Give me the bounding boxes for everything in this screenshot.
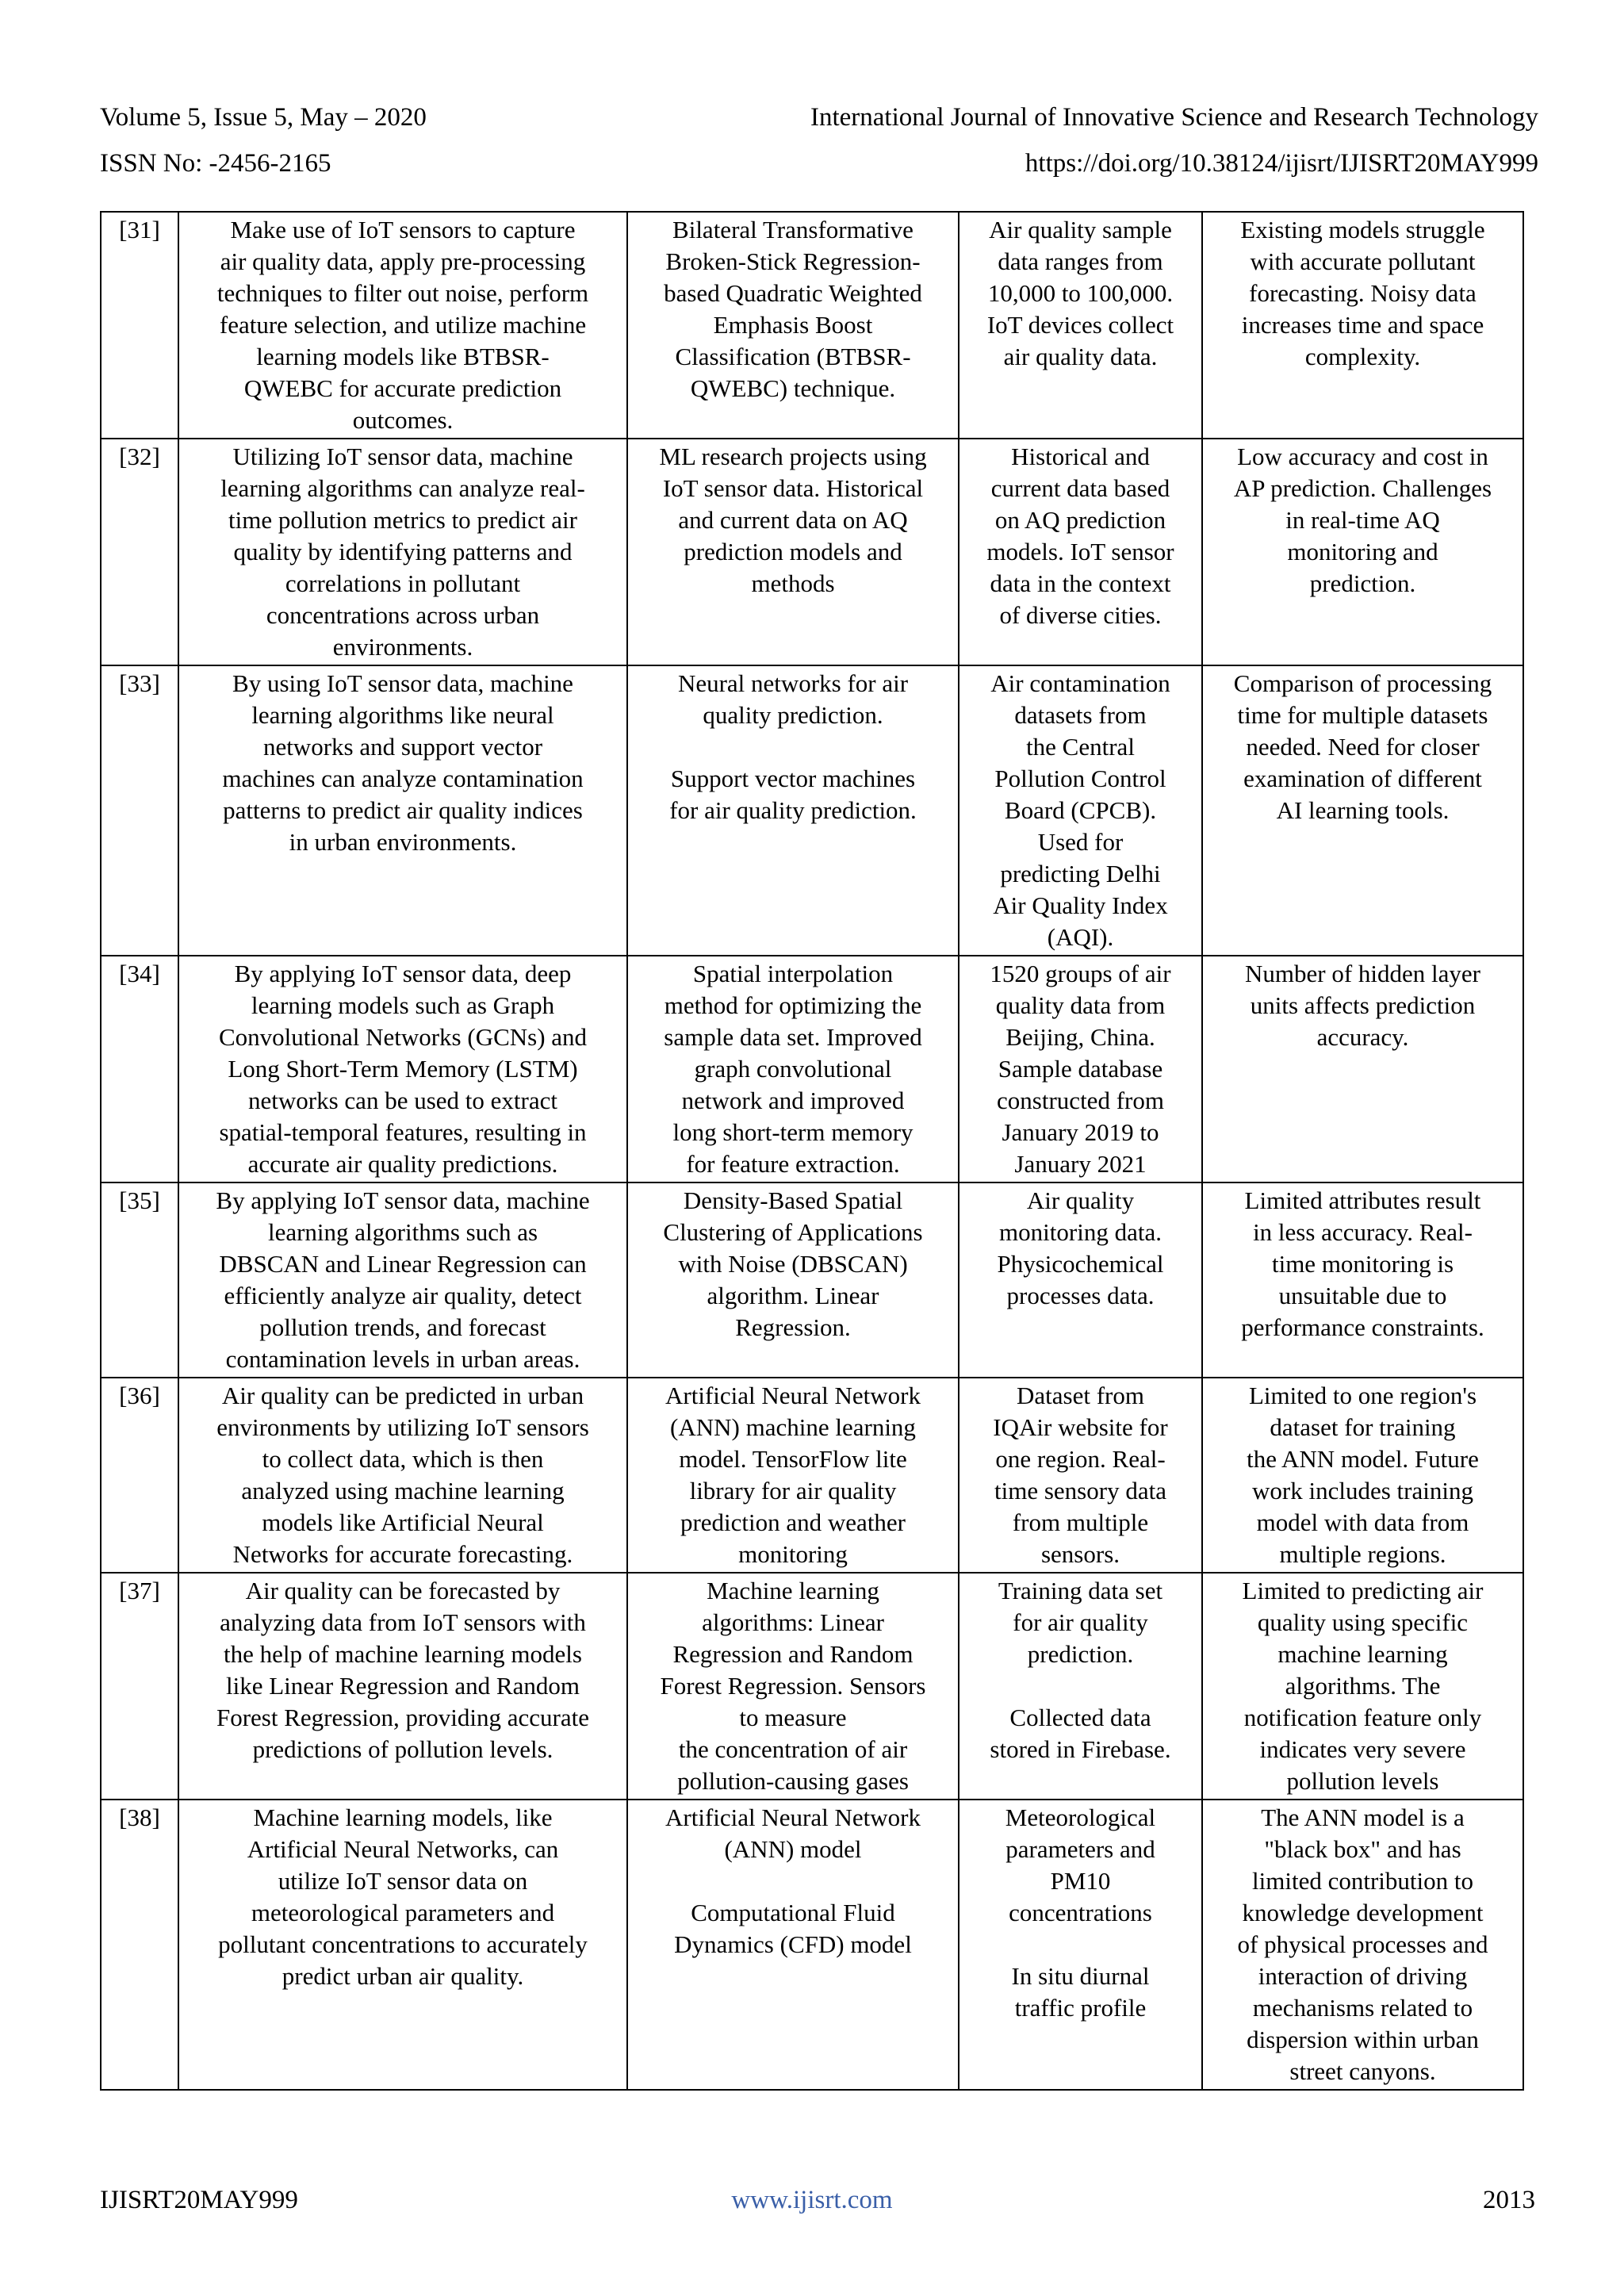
data-text: Training data set for air quality prediction. Collected data stored in Firebase. [990, 1577, 1171, 1763]
limitation-text: Existing models struggle with accurate pollutant forecasting. Noisy data increases time and space complexity. [1240, 216, 1485, 370]
footer-paper-id: IJISRT20MAY999 [100, 2186, 298, 2214]
method-cell [627, 1573, 959, 1800]
data-cell [959, 439, 1202, 665]
method-cell [627, 1378, 959, 1573]
method-cell [627, 439, 959, 665]
summary-cell [178, 1573, 627, 1800]
table-row [101, 665, 1523, 956]
literature-review-table [100, 211, 1524, 2091]
method-cell [627, 1182, 959, 1378]
summary-text: Machine learning models, like Artificial Neural Networks, can utilize IoT sensor data on meteorological parameters and pollutant concentrations to accurately predict urban air quality. [218, 1803, 588, 1990]
data-cell [959, 1378, 1202, 1573]
limitation-cell [1202, 1378, 1523, 1573]
ref-number-cell [101, 1800, 178, 2090]
data-cell [959, 956, 1202, 1182]
table-row [101, 439, 1523, 665]
summary-text: By using IoT sensor data, machine learning algorithms like neural networks and support vector machines can analyze contamination patterns to predict air quality indices in urban environments. [222, 669, 584, 856]
method-text: Artificial Neural Network (ANN) machine learning model. TensorFlow lite library for air quality prediction and weather monitoring [665, 1382, 921, 1568]
data-text: 1520 groups of air quality data from Beijing, China. Sample database constructed from January 2019 to January 2021 [990, 960, 1171, 1178]
ref-number: [38] [119, 1803, 160, 1831]
data-cell [959, 212, 1202, 439]
ref-number-cell [101, 212, 178, 439]
limitation-text: Low accuracy and cost in AP prediction. Challenges in real-time AQ monitoring and prediction. [1233, 443, 1492, 597]
data-text: Historical and current data based on AQ prediction models. IoT sensor data in the context of diverse cities. [986, 443, 1174, 629]
footer-page-number: 2013 [1483, 2186, 1535, 2214]
ref-number-cell [101, 1182, 178, 1378]
limitation-cell [1202, 439, 1523, 665]
limitation-text: Limited attributes result in less accuracy. Real- time monitoring is unsuitable due to performance constraints. [1241, 1186, 1484, 1341]
method-text: Neural networks for air quality prediction. Support vector machines for air quality prediction. [669, 669, 917, 824]
data-text: Meteorological parameters and PM10 concentrations In situ diurnal traffic profile [1005, 1803, 1156, 2022]
ref-number: [35] [119, 1186, 160, 1214]
summary-text: By applying IoT sensor data, deep learning models such as Graph Convolutional Networks (GCNs) and Long Short-Term Memory (LSTM) networks can be used to extract spatial-temporal features, resulting in accurate air quality predictions. [218, 960, 588, 1178]
limitation-text: Limited to predicting air quality using specific machine learning algorithms. The notification feature only indicates very severe pollution levels [1242, 1577, 1484, 1795]
summary-cell [178, 956, 627, 1182]
limitation-text: The ANN model is a "black box" and has limited contribution to knowledge development of physical processes and interaction of driving mechanisms related to dispersion within urban street canyons. [1237, 1803, 1488, 2085]
table-row [101, 212, 1523, 439]
limitation-text: Limited to one region's dataset for training the ANN model. Future work includes training model with data from multiple regions. [1247, 1382, 1479, 1568]
table-row [101, 1573, 1523, 1800]
method-text: Machine learning algorithms: Linear Regression and Random Forest Regression. Sensors to measure the concentration of air pollution-causing gases [660, 1577, 926, 1795]
summary-text: Air quality can be forecasted by analyzing data from IoT sensors with the help of machine learning models like Linear Regression and Random Forest Regression, providing accurate predictions of pollution levels. [216, 1577, 590, 1763]
footer-website-link[interactable]: www.ijisrt.com [731, 2186, 893, 2214]
summary-text: Make use of IoT sensors to capture air quality data, apply pre-processing techniques to filter out noise, perform feature selection, and utilize machine learning models like BTBSR- QWEBC for accurate prediction outcomes. [216, 216, 589, 434]
header-journal-name: International Journal of Innovative Science and Research Technology [810, 103, 1538, 132]
method-text: Bilateral Transformative Broken-Stick Regression- based Quadratic Weighted Emphasis Boost Classification (BTBSR- QWEBC) technique. [664, 216, 922, 402]
limitation-cell [1202, 1573, 1523, 1800]
ref-number: [31] [119, 216, 160, 243]
method-cell [627, 212, 959, 439]
summary-cell [178, 1378, 627, 1573]
summary-cell [178, 212, 627, 439]
header-doi: https://doi.org/10.38124/ijisrt/IJISRT20MAY999 [1025, 149, 1538, 178]
method-cell [627, 665, 959, 956]
ref-number-cell [101, 1378, 178, 1573]
limitation-cell [1202, 665, 1523, 956]
data-cell [959, 665, 1202, 956]
data-text: Air quality monitoring data. Physicochemical processes data. [997, 1186, 1164, 1309]
ref-number: [32] [119, 443, 160, 470]
table-row [101, 1378, 1523, 1573]
header-volume: Volume 5, Issue 5, May – 2020 [100, 103, 427, 132]
ref-number-cell [101, 956, 178, 1182]
data-cell [959, 1800, 1202, 2090]
method-text: Density-Based Spatial Clustering of Applications with Noise (DBSCAN) algorithm. Linear Regression. [663, 1186, 923, 1341]
limitation-cell [1202, 1800, 1523, 2090]
table-row [101, 1800, 1523, 2090]
summary-text: Air quality can be predicted in urban environments by utilizing IoT sensors to collect data, which is then analyzed using machine learning models like Artificial Neural Networks for accurate forecasting. [216, 1382, 589, 1568]
method-cell [627, 956, 959, 1182]
limitation-text: Comparison of processing time for multiple datasets needed. Need for closer examination of different AI learning tools. [1233, 669, 1492, 824]
table-row [101, 1182, 1523, 1378]
summary-cell [178, 1182, 627, 1378]
ref-number: [33] [119, 669, 160, 697]
ref-number-cell [101, 1573, 178, 1800]
table-row [101, 956, 1523, 1182]
ref-number: [37] [119, 1577, 160, 1604]
method-text: Spatial interpolation method for optimizing the sample data set. Improved graph convolutional network and improved long short-term memory for feature extraction. [664, 960, 922, 1178]
data-text: Dataset from IQAir website for one region. Real- time sensory data from multiple sensors. [993, 1382, 1168, 1568]
header-issn: ISSN No: -2456-2165 [100, 149, 331, 178]
data-cell [959, 1182, 1202, 1378]
method-text: Artificial Neural Network (ANN) model Computational Fluid Dynamics (CFD) model [665, 1803, 921, 1958]
ref-number-cell [101, 439, 178, 665]
summary-cell [178, 1800, 627, 2090]
data-text: Air quality sample data ranges from 10,000 to 100,000. IoT devices collect air quality data. [986, 216, 1174, 370]
limitation-cell [1202, 212, 1523, 439]
ref-number-cell [101, 665, 178, 956]
summary-text: Utilizing IoT sensor data, machine learning algorithms can analyze real- time pollution metrics to predict air quality by identifying patterns and correlations in pollutant concentrations across urban environments. [220, 443, 585, 661]
limitation-cell [1202, 1182, 1523, 1378]
limitation-cell [1202, 956, 1523, 1182]
summary-text: By applying IoT sensor data, machine learning algorithms such as DBSCAN and Linear Regression can efficiently analyze air quality, detect pollution trends, and forecast contamination levels in urban areas. [216, 1186, 590, 1373]
ref-number: [34] [119, 960, 160, 987]
limitation-text: Number of hidden layer units affects prediction accuracy. [1245, 960, 1480, 1051]
summary-cell [178, 439, 627, 665]
ref-number: [36] [119, 1382, 160, 1409]
summary-cell [178, 665, 627, 956]
method-text: ML research projects using IoT sensor data. Historical and current data on AQ prediction models and methods [659, 443, 927, 597]
method-cell [627, 1800, 959, 2090]
data-text: Air contamination datasets from the Central Pollution Control Board (CPCB). Used for predicting Delhi Air Quality Index (AQI). [990, 669, 1170, 951]
data-cell [959, 1573, 1202, 1800]
